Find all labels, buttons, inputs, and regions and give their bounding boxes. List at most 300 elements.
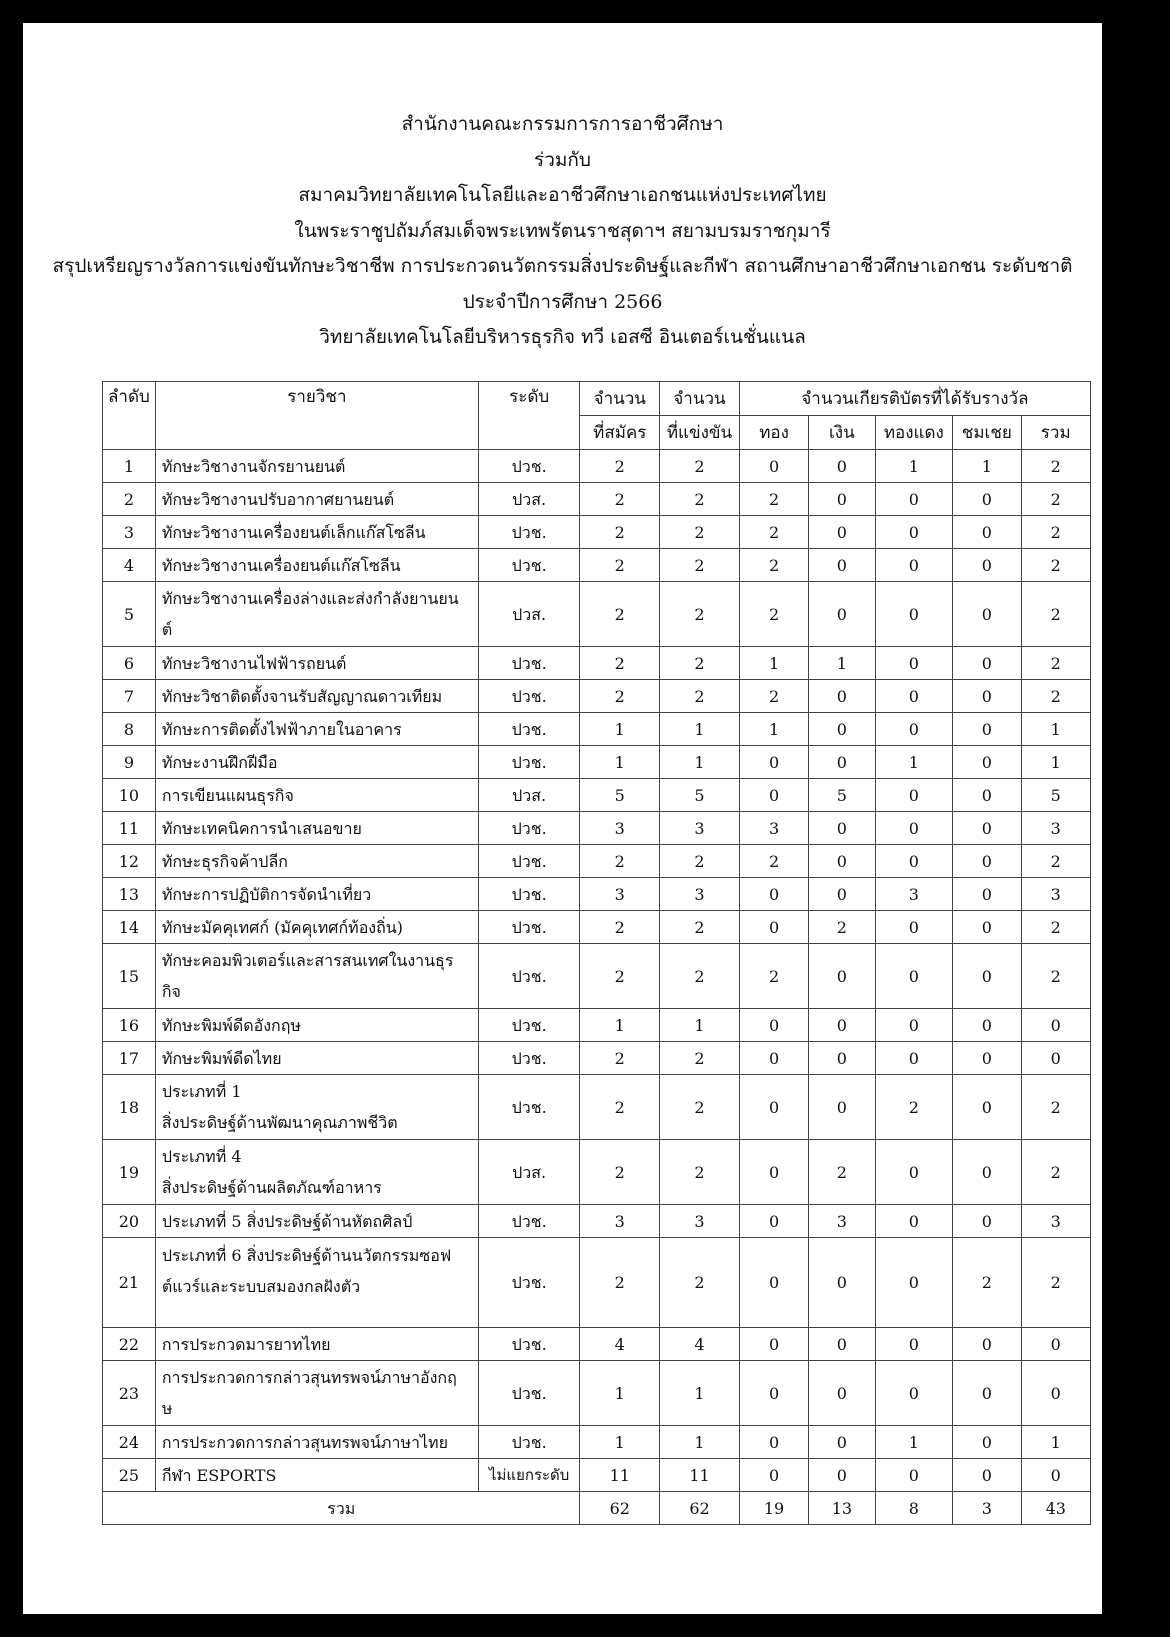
cell-gold: 2 (739, 549, 808, 582)
cell-level: ปวช. (478, 878, 579, 911)
cell-honorable: 0 (953, 1459, 1021, 1492)
cell-bronze: 0 (875, 911, 953, 944)
cell-order: 21 (103, 1238, 156, 1328)
cell-level: ปวช. (478, 1009, 579, 1042)
cell-gold: 0 (739, 1009, 808, 1042)
cell-order: 6 (103, 647, 156, 680)
totals-competitors: 62 (660, 1492, 740, 1525)
cell-level: ปวช. (478, 911, 579, 944)
subject-line: ทักษะพิมพ์ดีดอังกฤษ (161, 1015, 301, 1035)
cell-bronze: 0 (875, 549, 953, 582)
cell-level: ปวช. (478, 944, 579, 1009)
cell-order: 16 (103, 1009, 156, 1042)
cell-applicants: 3 (580, 1205, 660, 1238)
table-row (103, 911, 1091, 944)
header-line-summary-title: สรุปเหรียญรางวัลการแข่งขันทักษะวิชาชีพ การประกวดนวัตกรรมสิ่งประดิษฐ์และกีฬา สถานศึกษาอาชีวศึกษาเอกชน ระดับชาติ (52, 255, 1073, 277)
cell-subject (155, 878, 478, 911)
table-row (103, 582, 1091, 647)
cell-subject (155, 1361, 478, 1426)
cell-total: 3 (1021, 878, 1091, 911)
subject-line: ทักษะวิชาติดตั้งจานรับสัญญาณดาวเทียม (161, 686, 443, 706)
cell-order: 15 (103, 944, 156, 1009)
cell-competitors: 2 (660, 483, 740, 516)
cell-total: 2 (1021, 944, 1091, 1009)
cell-bronze: 0 (875, 1009, 953, 1042)
header-bronze: ทองแดง (875, 416, 953, 450)
subject-line: ทักษะวิชางานปรับอากาศยานยนต์ (161, 489, 395, 509)
subject-line: ทักษะธุรกิจค้าปลีก (161, 851, 288, 871)
subject-line: กิจ (161, 982, 181, 1001)
cell-gold: 0 (739, 746, 808, 779)
cell-subject (155, 713, 478, 746)
cell-total: 3 (1021, 812, 1091, 845)
cell-applicants: 1 (580, 746, 660, 779)
cell-subject (155, 1459, 478, 1492)
cell-gold: 0 (739, 1426, 808, 1459)
cell-subject (155, 1328, 478, 1361)
table-row (103, 1426, 1091, 1459)
table-row (103, 845, 1091, 878)
cell-subject (155, 647, 478, 680)
awards-table (102, 381, 1091, 1525)
cell-subject (155, 1426, 478, 1459)
cell-competitors: 11 (660, 1459, 740, 1492)
cell-competitors: 1 (660, 1426, 740, 1459)
cell-level: ปวช. (478, 647, 579, 680)
header-line-association: สมาคมวิทยาลัยเทคโนโลยีและอาชีวศึกษาเอกชนแห่งประเทศไทย (298, 184, 827, 206)
cell-gold: 2 (739, 845, 808, 878)
cell-silver: 0 (809, 483, 875, 516)
cell-order: 2 (103, 483, 156, 516)
subject-line: ต์แวร์และระบบสมองกลฝังตัว (161, 1277, 361, 1296)
cell-applicants: 4 (580, 1328, 660, 1361)
cell-competitors: 2 (660, 911, 740, 944)
header-silver: เงิน (809, 416, 875, 450)
table-row (103, 746, 1091, 779)
cell-total: 2 (1021, 1075, 1091, 1140)
cell-subject (155, 582, 478, 647)
cell-honorable: 0 (953, 812, 1021, 845)
subject-line: ทักษะวิชางานเครื่องยนต์เล็กแก๊สโซลีน (161, 522, 426, 542)
cell-applicants: 2 (580, 582, 660, 647)
cell-honorable: 0 (953, 779, 1021, 812)
cell-level: ปวช. (478, 549, 579, 582)
cell-total: 2 (1021, 582, 1091, 647)
cell-total: 0 (1021, 1459, 1091, 1492)
table-row (103, 680, 1091, 713)
cell-silver: 0 (809, 549, 875, 582)
table-header-row-1 (103, 382, 1091, 416)
cell-gold: 0 (739, 1205, 808, 1238)
header-level: ระดับ (478, 382, 579, 450)
cell-applicants: 11 (580, 1459, 660, 1492)
cell-applicants: 2 (580, 516, 660, 549)
cell-order: 18 (103, 1075, 156, 1140)
cell-competitors: 2 (660, 1238, 740, 1328)
cell-honorable: 0 (953, 911, 1021, 944)
cell-applicants: 2 (580, 450, 660, 483)
cell-applicants: 2 (580, 845, 660, 878)
cell-applicants: 3 (580, 878, 660, 911)
cell-gold: 0 (739, 779, 808, 812)
cell-competitors: 2 (660, 680, 740, 713)
cell-gold: 1 (739, 713, 808, 746)
header-line-academic-year: ประจำปีการศึกษา 2566 (462, 290, 663, 313)
cell-order: 10 (103, 779, 156, 812)
table-row (103, 878, 1091, 911)
cell-level: ปวช. (478, 1238, 579, 1328)
cell-subject (155, 845, 478, 878)
cell-total: 2 (1021, 845, 1091, 878)
cell-applicants: 2 (580, 1042, 660, 1075)
cell-honorable: 0 (953, 878, 1021, 911)
cell-subject (155, 1140, 478, 1205)
totals-total: 43 (1021, 1492, 1091, 1525)
cell-total: 0 (1021, 1009, 1091, 1042)
cell-silver: 2 (809, 1140, 875, 1205)
table-row (103, 1459, 1091, 1492)
cell-silver: 2 (809, 911, 875, 944)
cell-competitors: 2 (660, 549, 740, 582)
cell-silver: 0 (809, 1361, 875, 1426)
cell-subject (155, 1075, 478, 1140)
cell-gold: 0 (739, 1042, 808, 1075)
cell-level: ปวช. (478, 1426, 579, 1459)
cell-bronze: 0 (875, 680, 953, 713)
subject-line: ทักษะวิชางานเครื่องยนต์แก๊สโซลีน (161, 555, 401, 575)
cell-level: ปวช. (478, 450, 579, 483)
header-applicants-top: จำนวน (580, 382, 660, 416)
cell-total: 3 (1021, 1205, 1091, 1238)
cell-honorable: 0 (953, 1009, 1021, 1042)
table-row (103, 1042, 1091, 1075)
cell-subject (155, 549, 478, 582)
cell-honorable: 0 (953, 1042, 1021, 1075)
cell-silver: 0 (809, 746, 875, 779)
cell-total: 2 (1021, 1140, 1091, 1205)
cell-total: 0 (1021, 1042, 1091, 1075)
cell-competitors: 3 (660, 878, 740, 911)
header-total: รวม (1021, 416, 1091, 450)
cell-gold: 2 (739, 680, 808, 713)
subject-line: สิ่งประดิษฐ์ด้านผลิตภัณฑ์อาหาร (161, 1178, 382, 1197)
table-row (103, 450, 1091, 483)
cell-subject (155, 1205, 478, 1238)
subject-line: ต์ (161, 620, 173, 639)
table-row (103, 944, 1091, 1009)
subject-line: ประเภทที่ 6 สิ่งประดิษฐ์ด้านนวัตกรรมซอฟ (161, 1246, 452, 1265)
table-row (103, 1140, 1091, 1205)
cell-gold: 0 (739, 1140, 808, 1205)
cell-competitors: 3 (660, 1205, 740, 1238)
header-gold: ทอง (739, 416, 808, 450)
cell-order: 4 (103, 549, 156, 582)
cell-gold: 0 (739, 878, 808, 911)
cell-applicants: 2 (580, 549, 660, 582)
cell-gold: 2 (739, 944, 808, 1009)
cell-silver: 0 (809, 450, 875, 483)
subject-line: ทักษะคอมพิวเตอร์และสารสนเทศในงานธุร (161, 951, 454, 970)
cell-competitors: 2 (660, 845, 740, 878)
cell-honorable: 2 (953, 1238, 1021, 1328)
cell-total: 1 (1021, 746, 1091, 779)
cell-gold: 3 (739, 812, 808, 845)
cell-bronze: 1 (875, 450, 953, 483)
header-applicants-bottom: ที่สมัคร (580, 416, 660, 450)
table-row (103, 1238, 1091, 1328)
cell-competitors: 2 (660, 450, 740, 483)
cell-gold: 0 (739, 1238, 808, 1328)
cell-honorable: 0 (953, 746, 1021, 779)
subject-line: การเขียนแผนธุรกิจ (161, 785, 294, 805)
table-body (103, 450, 1091, 1492)
cell-silver: 0 (809, 1075, 875, 1140)
document-header (23, 107, 1102, 356)
cell-total: 2 (1021, 911, 1091, 944)
cell-subject (155, 911, 478, 944)
cell-level: ปวช. (478, 713, 579, 746)
cell-honorable: 1 (953, 450, 1021, 483)
cell-subject (155, 746, 478, 779)
table-row (103, 779, 1091, 812)
cell-bronze: 0 (875, 647, 953, 680)
cell-total: 0 (1021, 1361, 1091, 1426)
header-line-patronage: ในพระราชูปถัมภ์สมเด็จพระเทพรัตนราชสุดาฯ สยามบรมราชกุมารี (294, 219, 831, 242)
cell-subject (155, 483, 478, 516)
table-row (103, 647, 1091, 680)
cell-silver: 3 (809, 1205, 875, 1238)
cell-applicants: 1 (580, 713, 660, 746)
cell-total: 1 (1021, 1426, 1091, 1459)
subject-line: การประกวดการกล่าวสุนทรพจน์ภาษาอังกฤ (161, 1368, 457, 1387)
cell-honorable: 0 (953, 516, 1021, 549)
cell-bronze: 0 (875, 1459, 953, 1492)
cell-bronze: 0 (875, 845, 953, 878)
cell-bronze: 0 (875, 1238, 953, 1328)
subject-line: การประกวดการกล่าวสุนทรพจน์ภาษาไทย (161, 1432, 448, 1452)
cell-silver: 0 (809, 680, 875, 713)
subject-line: การประกวดมารยาทไทย (161, 1334, 331, 1354)
cell-honorable: 0 (953, 845, 1021, 878)
cell-competitors: 3 (660, 812, 740, 845)
cell-gold: 2 (739, 582, 808, 647)
header-honorable: ชมเชย (953, 416, 1021, 450)
cell-competitors: 5 (660, 779, 740, 812)
cell-competitors: 1 (660, 1009, 740, 1042)
cell-competitors: 2 (660, 516, 740, 549)
subject-line: ษ (161, 1399, 173, 1418)
cell-silver: 0 (809, 944, 875, 1009)
cell-competitors: 2 (660, 582, 740, 647)
header-line-office: สำนักงานคณะกรรมการการอาชีวศึกษา (401, 113, 724, 135)
cell-silver: 0 (809, 1328, 875, 1361)
cell-honorable: 0 (953, 680, 1021, 713)
cell-silver: 0 (809, 1042, 875, 1075)
cell-order: 17 (103, 1042, 156, 1075)
cell-total: 0 (1021, 1328, 1091, 1361)
cell-total: 2 (1021, 516, 1091, 549)
cell-bronze: 0 (875, 812, 953, 845)
cell-silver: 0 (809, 1009, 875, 1042)
cell-level: ปวช. (478, 1205, 579, 1238)
subject-line: ประเภทที่ 4 (161, 1147, 242, 1166)
cell-honorable: 0 (953, 1328, 1021, 1361)
totals-row (103, 1492, 1091, 1525)
cell-bronze: 0 (875, 713, 953, 746)
totals-label: รวม (103, 1492, 580, 1525)
cell-order: 5 (103, 582, 156, 647)
cell-subject (155, 944, 478, 1009)
cell-bronze: 0 (875, 1205, 953, 1238)
table-row (103, 1075, 1091, 1140)
cell-honorable: 0 (953, 582, 1021, 647)
header-line-college: วิทยาลัยเทคโนโลยีบริหารธุรกิจ ทวี เอสซี อินเตอร์เนชั่นแนล (319, 326, 806, 348)
cell-bronze: 0 (875, 1328, 953, 1361)
cell-applicants: 5 (580, 779, 660, 812)
cell-total: 5 (1021, 779, 1091, 812)
cell-honorable: 0 (953, 483, 1021, 516)
cell-applicants: 2 (580, 647, 660, 680)
cell-order: 24 (103, 1426, 156, 1459)
header-competitors-bottom: ที่แข่งขัน (660, 416, 740, 450)
subject-line: ทักษะวิชางานไฟฟ้ารถยนต์ (161, 653, 347, 673)
cell-competitors: 2 (660, 647, 740, 680)
cell-gold: 2 (739, 516, 808, 549)
cell-bronze: 0 (875, 582, 953, 647)
subject-line: ทักษะพิมพ์ดีดไทย (161, 1048, 282, 1068)
cell-bronze: 0 (875, 483, 953, 516)
table-row (103, 516, 1091, 549)
cell-level: ปวช. (478, 1361, 579, 1426)
cell-competitors: 1 (660, 713, 740, 746)
subject-line: ประเภทที่ 5 สิ่งประดิษฐ์ด้านหัตถศิลป์ (161, 1211, 413, 1231)
cell-gold: 0 (739, 450, 808, 483)
cell-bronze: 0 (875, 1140, 953, 1205)
cell-subject (155, 1009, 478, 1042)
cell-bronze: 0 (875, 516, 953, 549)
cell-level: ปวส. (478, 779, 579, 812)
header-order: ลำดับ (103, 382, 156, 450)
cell-applicants: 1 (580, 1426, 660, 1459)
cell-level: ปวส. (478, 483, 579, 516)
cell-honorable: 0 (953, 1075, 1021, 1140)
cell-silver: 0 (809, 845, 875, 878)
header-subject: รายวิชา (155, 382, 478, 450)
cell-order: 11 (103, 812, 156, 845)
cell-silver: 0 (809, 516, 875, 549)
cell-gold: 1 (739, 647, 808, 680)
cell-competitors: 2 (660, 1042, 740, 1075)
table-row (103, 1328, 1091, 1361)
cell-order: 3 (103, 516, 156, 549)
cell-honorable: 0 (953, 647, 1021, 680)
cell-bronze: 0 (875, 779, 953, 812)
cell-order: 22 (103, 1328, 156, 1361)
cell-order: 23 (103, 1361, 156, 1426)
cell-honorable: 0 (953, 713, 1021, 746)
cell-silver: 0 (809, 1426, 875, 1459)
cell-applicants: 2 (580, 1075, 660, 1140)
cell-competitors: 2 (660, 1075, 740, 1140)
cell-subject (155, 1042, 478, 1075)
cell-total: 2 (1021, 483, 1091, 516)
cell-level: ปวช. (478, 746, 579, 779)
cell-silver: 0 (809, 1238, 875, 1328)
cell-silver: 1 (809, 647, 875, 680)
cell-total: 2 (1021, 450, 1091, 483)
cell-order: 13 (103, 878, 156, 911)
cell-total: 2 (1021, 1238, 1091, 1328)
totals-applicants: 62 (580, 1492, 660, 1525)
cell-subject (155, 812, 478, 845)
cell-gold: 0 (739, 1361, 808, 1426)
cell-bronze: 1 (875, 746, 953, 779)
cell-applicants: 2 (580, 483, 660, 516)
cell-applicants: 2 (580, 1238, 660, 1328)
cell-order: 8 (103, 713, 156, 746)
cell-order: 25 (103, 1459, 156, 1492)
totals-gold: 19 (739, 1492, 808, 1525)
cell-order: 14 (103, 911, 156, 944)
cell-subject (155, 680, 478, 713)
cell-bronze: 3 (875, 878, 953, 911)
cell-level: ปวส. (478, 582, 579, 647)
cell-applicants: 1 (580, 1009, 660, 1042)
cell-bronze: 0 (875, 944, 953, 1009)
cell-bronze: 1 (875, 1426, 953, 1459)
cell-applicants: 2 (580, 1140, 660, 1205)
table-row (103, 812, 1091, 845)
cell-order: 7 (103, 680, 156, 713)
cell-honorable: 0 (953, 1140, 1021, 1205)
subject-line: ทักษะวิชางานเครื่องล่างและส่งกำลังยานยน (161, 589, 459, 608)
cell-level: ปวช. (478, 1042, 579, 1075)
cell-silver: 0 (809, 1459, 875, 1492)
table-row (103, 483, 1091, 516)
cell-honorable: 0 (953, 549, 1021, 582)
subject-line: ทักษะการปฏิบัติการจัดนำเที่ยว (161, 884, 372, 904)
cell-gold: 2 (739, 483, 808, 516)
cell-bronze: 0 (875, 1361, 953, 1426)
cell-order: 9 (103, 746, 156, 779)
table-row (103, 1205, 1091, 1238)
cell-subject (155, 450, 478, 483)
cell-honorable: 0 (953, 944, 1021, 1009)
cell-level: ปวช. (478, 680, 579, 713)
subject-line: ทักษะวิชางานจักรยานยนต์ (161, 456, 346, 476)
cell-subject (155, 1238, 478, 1328)
cell-level: ปวช. (478, 1075, 579, 1140)
cell-bronze: 0 (875, 1042, 953, 1075)
cell-level: ปวส. (478, 1140, 579, 1205)
subject-line: ทักษะเทคนิคการนำเสนอขาย (161, 818, 362, 838)
cell-total: 2 (1021, 680, 1091, 713)
cell-applicants: 2 (580, 680, 660, 713)
subject-line: กีฬา ESPORTS (161, 1465, 277, 1485)
cell-level: ปวช. (478, 1328, 579, 1361)
cell-competitors: 2 (660, 944, 740, 1009)
cell-total: 2 (1021, 549, 1091, 582)
cell-competitors: 1 (660, 1361, 740, 1426)
cell-order: 19 (103, 1140, 156, 1205)
cell-honorable: 0 (953, 1205, 1021, 1238)
cell-silver: 0 (809, 812, 875, 845)
subject-line: ทักษะงานฝึกฝีมือ (161, 752, 278, 772)
cell-applicants: 2 (580, 911, 660, 944)
cell-honorable: 0 (953, 1361, 1021, 1426)
cell-level: ปวช. (478, 845, 579, 878)
cell-total: 2 (1021, 647, 1091, 680)
